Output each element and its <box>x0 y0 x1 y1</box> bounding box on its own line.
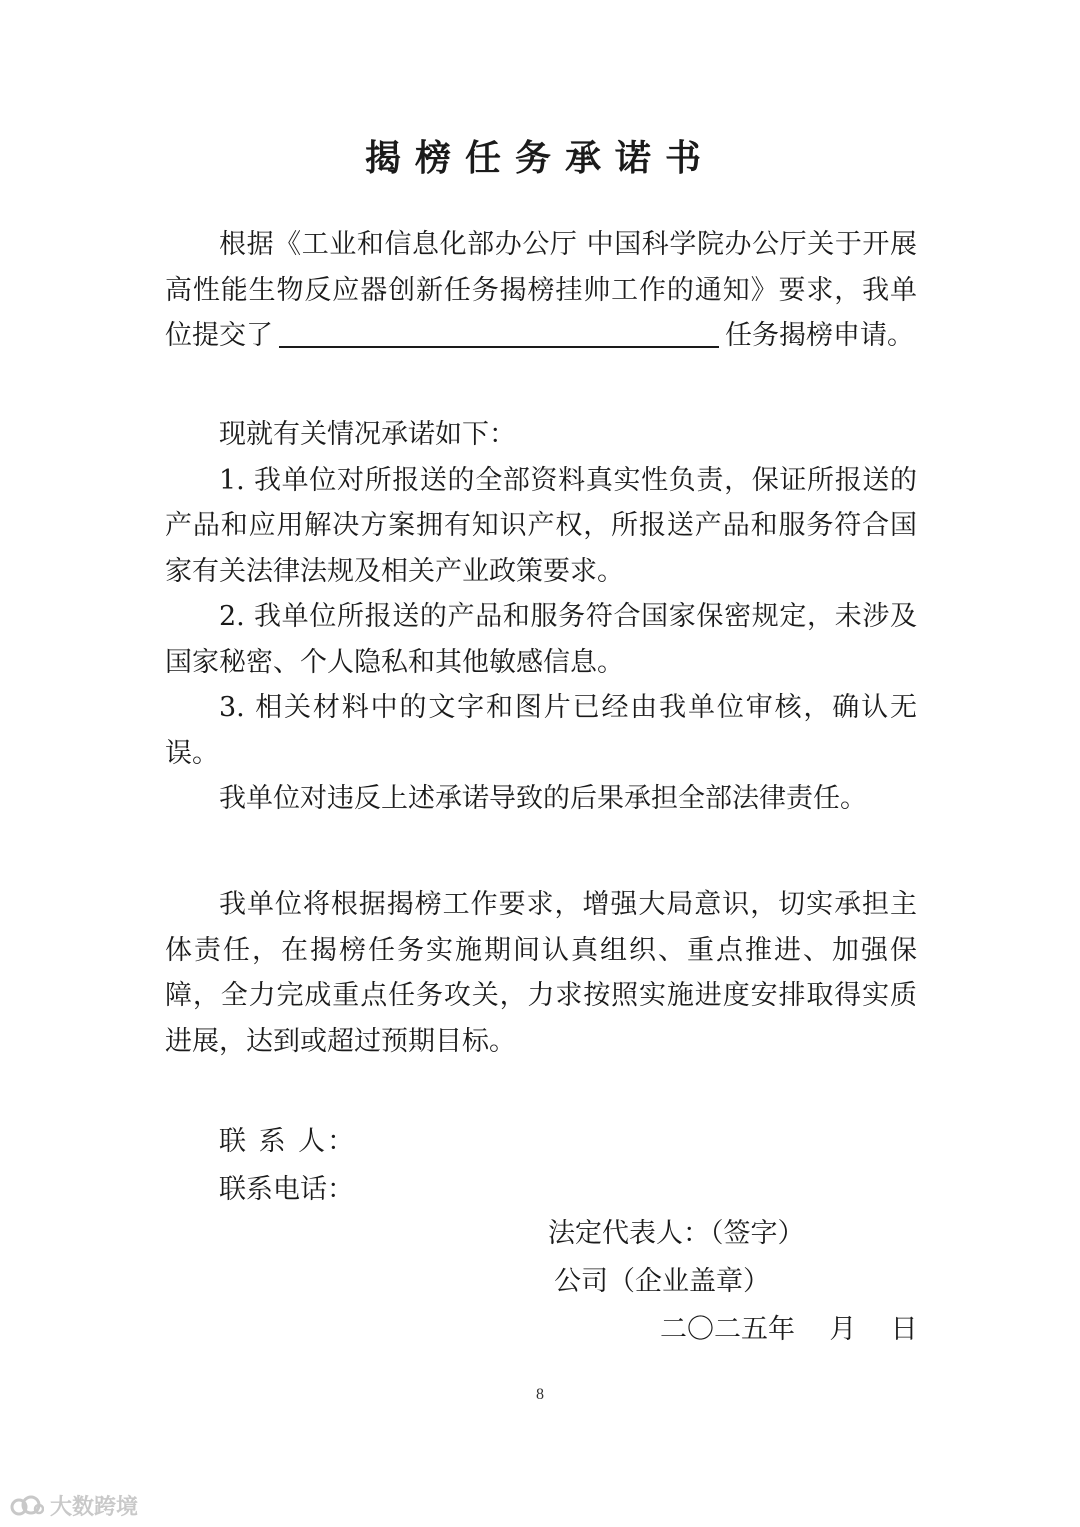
contact-phone-label: 联系电话： <box>219 1174 354 1205</box>
pledge-section <box>165 412 917 822</box>
pledge-lead: 现就有关情况承诺如下： <box>219 419 516 450</box>
company-seal-label: 公司（企业盖章） <box>554 1266 770 1297</box>
liability-statement: 我单位对违反上述承诺导致的后果承担全部法律责任。 <box>219 783 867 814</box>
pledge-item-3: 3. 相关材料中的文字和图片已经由我单位审核，确认无误。 <box>165 692 917 769</box>
pledge-item-2: 2. 我单位所报送的产品和服务符合国家保密规定，未涉及国家秘密、个人隐私和其他敏感信息。 <box>165 601 917 678</box>
cloud-logo-icon <box>10 1495 44 1517</box>
document-title: 揭榜任务承诺书 <box>364 137 715 179</box>
page-number: 8 <box>536 1386 544 1403</box>
legal-representative-label: 法定代表人：（签字） <box>548 1218 805 1249</box>
pledge-item-1: 1. 我单位对所报送的全部资料真实性负责，保证所报送的产品和应用解决方案拥有知识产权，所报送产品和服务符合国家有关法律法规及相关产业政策要求。 <box>165 464 917 587</box>
commitment-paragraph <box>165 882 917 1064</box>
intro-paragraph <box>165 222 917 359</box>
commitment-text: 我单位将根据揭榜工作要求，增强大局意识，切实承担主体责任，在揭榜任务实施期间认真组织、重点推进、加强保障，全力完成重点任务攻关，力求按照实施进度安排取得实质进展，达到或超过预期目标。 <box>165 889 917 1057</box>
task-name-blank[interactable] <box>279 320 719 348</box>
date-line: 二〇二五年 月 日 <box>660 1314 918 1345</box>
watermark-text: 大数跨境 <box>50 1495 139 1520</box>
intro-text-part1: 根据《工业和信息化部办公厅 中国科学院办公厅关于开展高性能生物反应器创新任务揭榜挂帅工作的通知》要求，我单位提交了 <box>165 229 917 351</box>
contact-person-label: 联 系 人： <box>219 1126 357 1157</box>
watermark <box>10 1490 138 1521</box>
intro-text-part2: 任务揭榜申请。 <box>725 320 914 351</box>
